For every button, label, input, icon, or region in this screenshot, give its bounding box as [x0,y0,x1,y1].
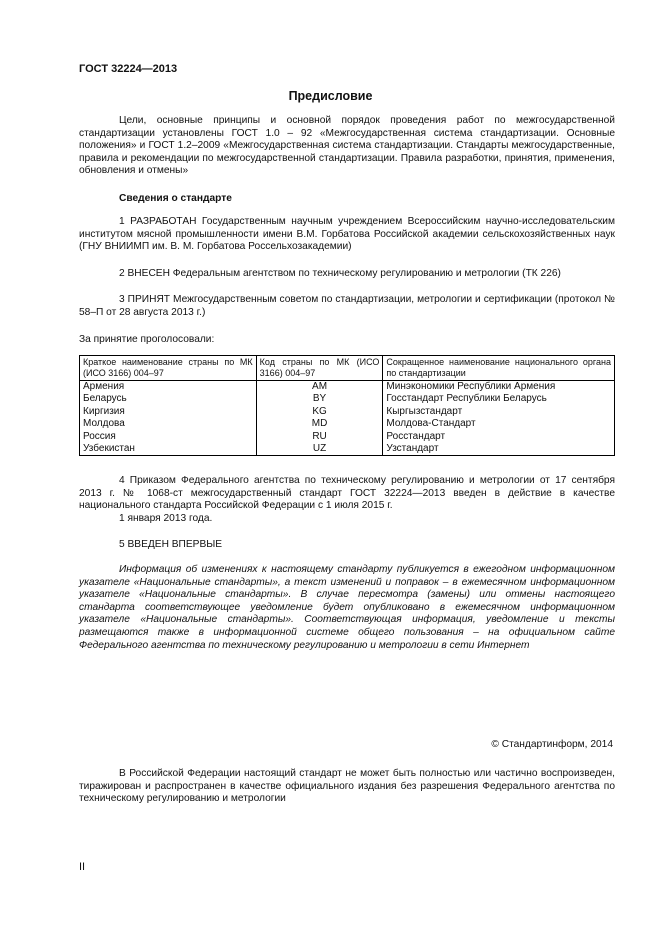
notice-paragraph [79,564,615,652]
country-cell: Беларусь [80,393,257,405]
code-cell: KG [256,406,383,418]
table-row [80,381,615,394]
table-header-country: Краткое наименование страны по МК (ИСО 3166) 004–97 [80,356,257,381]
page-number: II [79,861,86,873]
code-cell: AM [256,381,383,394]
code-cell: MD [256,418,383,430]
voting-table [79,355,615,456]
country-cell: Армения [80,381,257,394]
table-row [80,406,615,418]
intro-paragraph [79,115,615,178]
item-4-date: 1 января 2013 года. [119,512,213,524]
table-row [80,443,615,456]
voted-label: За принятие проголосовали: [79,334,215,345]
country-cell: Молдова [80,418,257,430]
code-cell: RU [256,431,383,443]
body-cell: Молдова-Стандарт [383,418,615,430]
item-5: 5 ВВЕДЕН ВПЕРВЫЕ [119,539,223,550]
item-4-text: 4 Приказом Федерального агентства по техническому регулированию и метрологии от 17 сентября 2013 г. № 1068-ст межгосударственный стандарт ГОСТ 32224—2013 введен в действие в качестве национального стандарта Российской Федерации с 1 июля 2015 г. [79,475,615,512]
body-cell: Росстандарт [383,431,615,443]
country-cell: Россия [80,431,257,443]
table-row [80,431,615,443]
table-row [80,418,615,430]
item-2 [79,268,615,281]
body-cell: Госстандарт Республики Беларусь [383,393,615,405]
reproduction-paragraph [79,768,615,806]
intro-text: Цели, основные принципы и основной порядок проведения работ по межгосударственной стандартизации установлены ГОСТ 1.0 – 92 «Межгосударственная система стандартизации. Основные положения» и ГОСТ 1.2–2009 «Межгосударственная система стандартизации. Стандарты межгосударственные, правила и рекомендации по межгосударственной стандартизации. Правила разработки, принятия, применения, обновления и отмены» [79,115,615,177]
item-2-text: 2 ВНЕСЕН Федеральным агентством по техническому регулированию и метрологии (ТК 226) [119,268,561,279]
reproduction-text: В Российской Федерации настоящий стандарт не может быть полностью или частично воспроизведен, тиражирован и распространен в качестве официального издания без разрешения Федерального агентства по техническому регулированию и метрологии [79,768,615,805]
item-3 [79,294,615,319]
table-header-body: Сокращенное наименование национального органа по стандартизации [383,356,615,381]
code-cell: UZ [256,443,383,456]
country-cell: Киргизия [80,406,257,418]
body-cell: Узстандарт [383,443,615,456]
country-cell: Узбекистан [80,443,257,456]
code-cell: BY [256,393,383,405]
item-3-text: 3 ПРИНЯТ Межгосударственным советом по стандартизации, метрологии и сертификации (протокол № 58–П от 28 августа 2013 г.) [79,294,615,318]
copyright: © Стандартинформ, 2014 [491,739,613,750]
page-title: Предисловие [288,89,373,103]
table-header-row [80,356,615,381]
item-1-text: 1 РАЗРАБОТАН Государственным научным учреждением Всероссийским научно-исследовательским институтом мясной промышленности имени В.М. Горбатова Российской академии сельскохозяйственных наук (ГНУ ВНИИМП им. В. М. Горбатова Россельхозакадемии) [79,216,615,253]
info-heading: Сведения о стандарте [119,193,232,204]
item-4 [79,475,615,525]
standard-code: ГОСТ 32224—2013 [79,63,178,75]
item-1 [79,216,615,254]
table-row [80,393,615,405]
notice-text: Информация об изменениях к настоящему стандарту публикуется в ежегодном информационном указателе «Национальные стандарты», а текст изменений и поправок – в ежемесячном информационном указателе «Национальные стандарты». В случае пересмотра (замены) или отмены настоящего стандарта соответствующее уведомление будет опубликовано в ежемесячном информационном указателе «Национальные стандарты». Соответствующая информация, уведомление и тексты размещаются также в информационной системе общего пользования – на официальном сайте Федерального агентства по техническому регулированию и метрологии в сети Интернет [79,564,615,651]
body-cell: Минэкономики Республики Армения [383,381,615,394]
table-header-code: Код страны по МК (ИСО 3166) 004–97 [256,356,383,381]
body-cell: Кыргызстандарт [383,406,615,418]
